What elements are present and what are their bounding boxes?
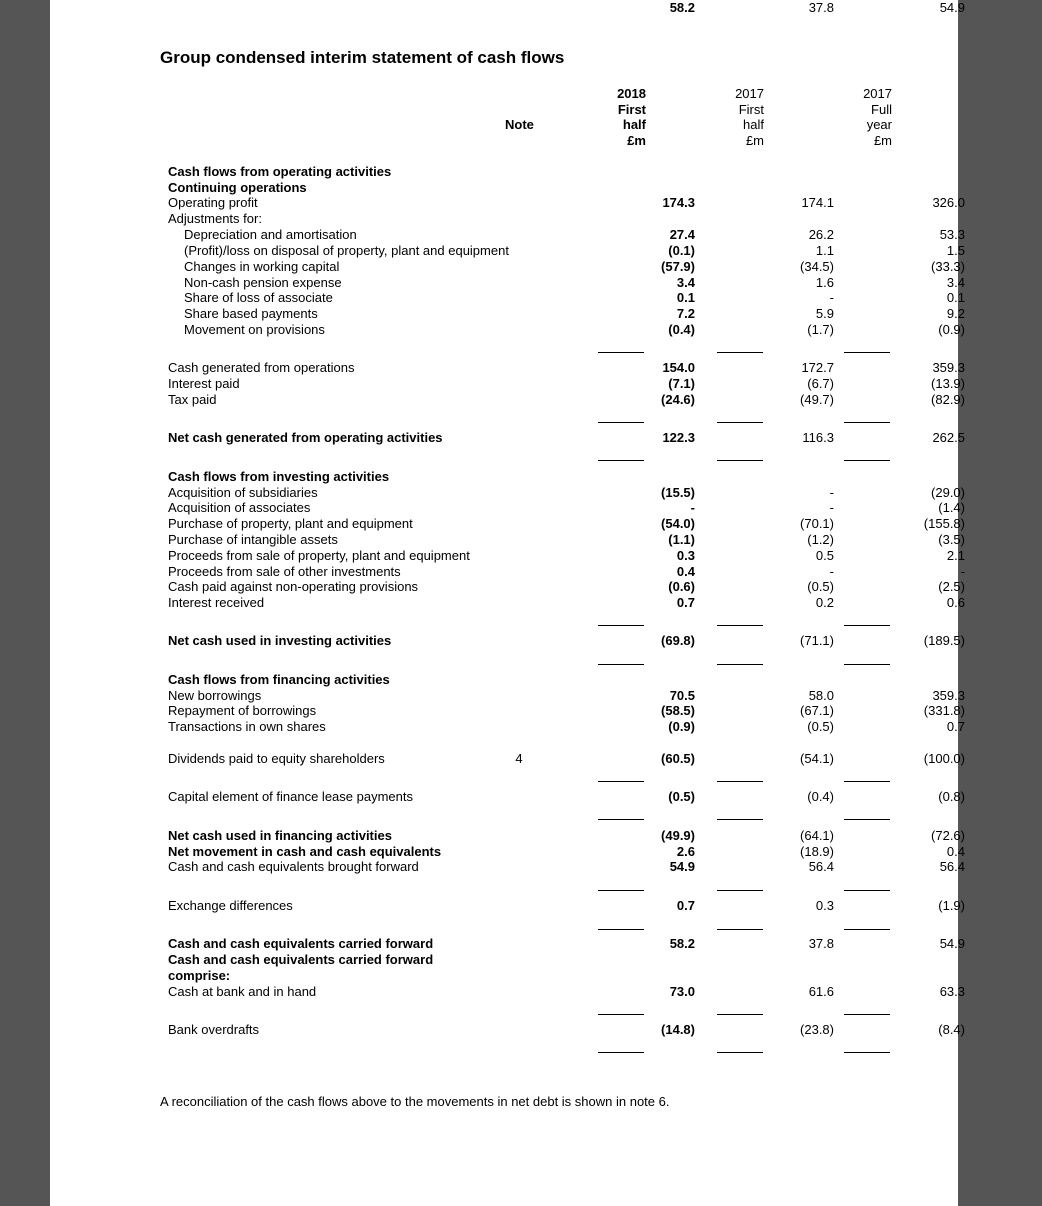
value-2017-first-half: 26.2 bbox=[808, 227, 834, 242]
value-2017-full-year: (72.6) bbox=[931, 828, 965, 843]
value-2017-full-year: (331.8) bbox=[923, 703, 965, 718]
row-label: Net cash used in financing activities bbox=[168, 828, 392, 843]
value-2017-full-year: 359.3 bbox=[932, 688, 965, 703]
subtotal-rule bbox=[598, 352, 644, 353]
value-2018-first-half: - bbox=[690, 500, 695, 515]
value-2017-first-half: 0.5 bbox=[815, 548, 834, 563]
value-2018-first-half: 0.7 bbox=[676, 595, 695, 610]
row-label: Proceeds from sale of property, plant and equipment bbox=[168, 548, 470, 563]
value-2018-first-half: (60.5) bbox=[661, 751, 695, 766]
value-2017-full-year: 56.4 bbox=[939, 859, 965, 874]
value-2017-first-half: 58.0 bbox=[808, 688, 834, 703]
row-label: Acquisition of subsidiaries bbox=[168, 485, 318, 500]
value-2018-first-half: (24.6) bbox=[661, 392, 695, 407]
header-line: £m bbox=[745, 132, 764, 148]
value-2017-full-year: (1.9) bbox=[938, 898, 965, 913]
value-2017-first-half: 61.6 bbox=[808, 984, 834, 999]
value-2018-first-half: (58.5) bbox=[661, 703, 695, 718]
value-2017-full-year: (13.9) bbox=[931, 376, 965, 391]
value-2018-first-half: 7.2 bbox=[676, 306, 695, 321]
value-2018-first-half: 58.2 bbox=[669, 0, 695, 15]
row-label: Share of loss of associate bbox=[184, 290, 333, 305]
subtotal-rule bbox=[717, 422, 763, 423]
value-2017-first-half: 174.1 bbox=[801, 195, 834, 210]
value-2017-full-year: 0.7 bbox=[946, 719, 965, 734]
value-2017-full-year: 54.9 bbox=[939, 0, 965, 15]
value-2018-first-half: 0.3 bbox=[676, 548, 695, 563]
row-label: Cash and cash equivalents carried forward bbox=[168, 952, 434, 967]
header-line: half bbox=[743, 117, 764, 132]
value-2018-first-half: 73.0 bbox=[669, 984, 695, 999]
row-label: Cash at bank and in hand bbox=[168, 984, 317, 999]
value-2017-full-year: (189.5) bbox=[923, 633, 965, 648]
page-title: Group condensed interim statement of cash flows bbox=[160, 48, 565, 67]
row-label: Net cash used in investing activities bbox=[168, 633, 392, 648]
value-2018-first-half: 154.0 bbox=[662, 360, 695, 375]
subtotal-rule bbox=[844, 929, 890, 930]
row-label: Changes in working capital bbox=[184, 259, 340, 274]
value-2017-first-half: (6.7) bbox=[807, 376, 834, 391]
row-label: Tax paid bbox=[168, 392, 217, 407]
value-2017-full-year: 262.5 bbox=[932, 430, 965, 445]
subtotal-rule bbox=[598, 819, 644, 820]
value-2017-first-half: 1.1 bbox=[815, 243, 834, 258]
value-2017-first-half: 56.4 bbox=[808, 859, 834, 874]
value-2017-first-half: - bbox=[829, 500, 834, 515]
value-2017-full-year: (1.4) bbox=[938, 500, 965, 515]
value-2017-first-half: (67.1) bbox=[800, 703, 834, 718]
subtotal-rule bbox=[598, 1052, 644, 1053]
value-2017-full-year: 9.2 bbox=[946, 306, 965, 321]
value-2018-first-half: (0.6) bbox=[668, 579, 695, 594]
value-2017-full-year: (100.0) bbox=[923, 751, 965, 766]
row-label: Interest received bbox=[168, 595, 265, 610]
column-header-2017-full-year bbox=[832, 86, 892, 148]
value-2017-full-year: (0.8) bbox=[938, 789, 965, 804]
subtotal-rule bbox=[598, 1014, 644, 1015]
subtotal-rule bbox=[717, 664, 763, 665]
value-2017-full-year: 0.6 bbox=[946, 595, 965, 610]
value-2017-full-year: 63.3 bbox=[939, 984, 965, 999]
value-2017-first-half: (71.1) bbox=[800, 633, 834, 648]
value-2017-full-year: 3.4 bbox=[946, 275, 965, 290]
value-2017-first-half: (64.1) bbox=[800, 828, 834, 843]
value-2017-first-half: (23.8) bbox=[800, 1022, 834, 1037]
value-2017-first-half: (54.1) bbox=[800, 751, 834, 766]
value-2017-first-half: (1.2) bbox=[807, 532, 834, 547]
subtotal-rule bbox=[717, 460, 763, 461]
subtotal-rule bbox=[598, 929, 644, 930]
value-2017-full-year: 54.9 bbox=[939, 936, 965, 951]
value-2017-full-year: 0.4 bbox=[946, 844, 965, 859]
subtotal-rule bbox=[717, 352, 763, 353]
row-label: Cash and cash equivalents carried forward bbox=[168, 936, 434, 951]
row-label: Purchase of intangible assets bbox=[168, 532, 338, 547]
value-2018-first-half: (49.9) bbox=[661, 828, 695, 843]
value-2018-first-half: (57.9) bbox=[661, 259, 695, 274]
value-2018-first-half: (0.4) bbox=[668, 322, 695, 337]
value-2017-first-half: 172.7 bbox=[801, 360, 834, 375]
row-label: Interest paid bbox=[168, 376, 240, 391]
subtotal-rule bbox=[717, 781, 763, 782]
value-2017-first-half: 5.9 bbox=[815, 306, 834, 321]
value-2017-first-half: (0.4) bbox=[807, 789, 834, 804]
subtotal-rule bbox=[717, 1052, 763, 1053]
row-label: Non-cash pension expense bbox=[184, 275, 342, 290]
header-line: 2018 bbox=[617, 86, 646, 101]
value-2018-first-half: 27.4 bbox=[669, 227, 695, 242]
value-2017-first-half: (0.5) bbox=[807, 579, 834, 594]
value-2017-first-half: (18.9) bbox=[800, 844, 834, 859]
row-label: Movement on provisions bbox=[184, 322, 325, 337]
row-label: Dividends paid to equity shareholders bbox=[168, 751, 385, 766]
value-2018-first-half: 0.7 bbox=[676, 898, 695, 913]
row-label: Capital element of finance lease payments bbox=[168, 789, 413, 804]
value-2017-full-year: 1.5 bbox=[946, 243, 965, 258]
row-label: Share based payments bbox=[184, 306, 318, 321]
subtotal-rule bbox=[717, 929, 763, 930]
subtotal-rule bbox=[598, 890, 644, 891]
subtotal-rule bbox=[717, 890, 763, 891]
column-header-note: Note bbox=[505, 117, 534, 132]
row-label: Purchase of property, plant and equipment bbox=[168, 516, 413, 531]
header-line: year bbox=[866, 117, 892, 132]
value-2018-first-half: 174.3 bbox=[662, 195, 695, 210]
value-2018-first-half: (54.0) bbox=[661, 516, 695, 531]
header-line: First bbox=[738, 101, 764, 117]
value-2017-full-year: 359.3 bbox=[932, 360, 965, 375]
value-2017-first-half: (1.7) bbox=[807, 322, 834, 337]
value-2017-first-half: 0.3 bbox=[815, 898, 834, 913]
value-2018-first-half: 2.6 bbox=[676, 844, 695, 859]
value-2017-full-year: - bbox=[960, 564, 965, 579]
value-2018-first-half: 70.5 bbox=[669, 688, 695, 703]
row-label: Cash flows from investing activities bbox=[168, 469, 390, 484]
header-line: Full bbox=[871, 101, 892, 117]
row-label: Cash flows from financing activities bbox=[168, 672, 390, 687]
subtotal-rule bbox=[844, 1014, 890, 1015]
value-2017-full-year: (29.0) bbox=[931, 485, 965, 500]
value-2018-first-half: 0.4 bbox=[676, 564, 695, 579]
row-label: Transactions in own shares bbox=[168, 719, 326, 734]
document-page bbox=[50, 0, 965, 1206]
value-2017-first-half: 0.2 bbox=[815, 595, 834, 610]
value-2018-first-half: (0.1) bbox=[668, 243, 695, 258]
value-2017-first-half: (0.5) bbox=[807, 719, 834, 734]
value-2018-first-half: 54.9 bbox=[669, 859, 695, 874]
row-label: Cash generated from operations bbox=[168, 360, 355, 375]
value-2017-first-half: 37.8 bbox=[808, 936, 834, 951]
subtotal-rule bbox=[844, 781, 890, 782]
value-2017-full-year: 2.1 bbox=[946, 548, 965, 563]
column-header-2017-first-half bbox=[704, 86, 764, 148]
column-header-2018-first-half bbox=[586, 86, 646, 148]
row-label: comprise: bbox=[168, 968, 231, 983]
value-2018-first-half: 58.2 bbox=[669, 936, 695, 951]
row-label: Bank overdrafts bbox=[168, 1022, 260, 1037]
subtotal-rule bbox=[598, 460, 644, 461]
value-2017-full-year: 326.0 bbox=[932, 195, 965, 210]
value-2018-first-half: (14.8) bbox=[661, 1022, 695, 1037]
row-label: Proceeds from sale of other investments bbox=[168, 564, 401, 579]
footnote: A reconciliation of the cash flows above to the movements in net debt is shown in note 6. bbox=[160, 1094, 670, 1109]
value-2017-first-half: - bbox=[829, 485, 834, 500]
subtotal-rule bbox=[844, 352, 890, 353]
subtotal-rule bbox=[844, 819, 890, 820]
header-line: First bbox=[617, 101, 646, 117]
value-2017-first-half: (49.7) bbox=[800, 392, 834, 407]
value-2017-first-half: - bbox=[829, 564, 834, 579]
subtotal-rule bbox=[598, 664, 644, 665]
value-2017-full-year: (2.5) bbox=[938, 579, 965, 594]
header-line: 2017 bbox=[735, 86, 764, 101]
row-label: Adjustments for: bbox=[168, 211, 262, 226]
subtotal-rule bbox=[844, 664, 890, 665]
value-2017-first-half: 116.3 bbox=[802, 430, 834, 445]
subtotal-rule bbox=[844, 625, 890, 626]
value-2018-first-half: (0.9) bbox=[668, 719, 695, 734]
row-label: Net cash generated from operating activities bbox=[168, 430, 443, 445]
subtotal-rule bbox=[598, 422, 644, 423]
value-2017-full-year: (8.4) bbox=[938, 1022, 965, 1037]
value-2017-full-year: (155.8) bbox=[923, 516, 965, 531]
row-label: Depreciation and amortisation bbox=[184, 227, 357, 242]
subtotal-rule bbox=[717, 819, 763, 820]
subtotal-rule bbox=[844, 422, 890, 423]
subtotal-rule bbox=[598, 781, 644, 782]
value-2018-first-half: 0.1 bbox=[676, 290, 695, 305]
header-line: 2017 bbox=[863, 86, 892, 101]
row-label: Repayment of borrowings bbox=[168, 703, 317, 718]
subtotal-rule bbox=[598, 625, 644, 626]
value-2018-first-half: 122.3 bbox=[662, 430, 695, 445]
value-2017-first-half: (70.1) bbox=[800, 516, 834, 531]
row-label: Net movement in cash and cash equivalents bbox=[168, 844, 442, 859]
row-label: Cash paid against non-operating provisions bbox=[168, 579, 419, 594]
value-2018-first-half: (0.5) bbox=[668, 789, 695, 804]
row-label: Operating profit bbox=[168, 195, 258, 210]
value-2017-full-year: 53.3 bbox=[939, 227, 965, 242]
subtotal-rule bbox=[844, 890, 890, 891]
value-2017-first-half: (34.5) bbox=[800, 259, 834, 274]
row-label: Acquisition of associates bbox=[168, 500, 311, 515]
subtotal-rule bbox=[717, 1014, 763, 1015]
value-2018-first-half: (7.1) bbox=[668, 376, 695, 391]
value-2018-first-half: (1.1) bbox=[668, 532, 695, 547]
row-label: Continuing operations bbox=[168, 180, 307, 195]
value-2018-first-half: (15.5) bbox=[661, 485, 695, 500]
value-2017-full-year: (33.3) bbox=[931, 259, 965, 274]
value-2018-first-half: (69.8) bbox=[661, 633, 695, 648]
row-label: Exchange differences bbox=[168, 898, 293, 913]
subtotal-rule bbox=[844, 460, 890, 461]
subtotal-rule bbox=[844, 1052, 890, 1053]
header-line: half bbox=[622, 117, 646, 132]
row-label: New borrowings bbox=[168, 688, 262, 703]
row-label: (Profit)/loss on disposal of property, plant and equipment bbox=[184, 243, 509, 258]
value-2017-first-half: 1.6 bbox=[815, 275, 834, 290]
row-note: 4 bbox=[515, 751, 523, 766]
subtotal-rule bbox=[717, 625, 763, 626]
value-2017-first-half: 37.8 bbox=[808, 0, 834, 15]
header-line: £m bbox=[873, 132, 892, 148]
value-2018-first-half: 3.4 bbox=[676, 275, 695, 290]
value-2017-full-year: (0.9) bbox=[938, 322, 965, 337]
row-label: Cash and cash equivalents brought forward bbox=[168, 859, 419, 874]
row-label: Cash flows from operating activities bbox=[168, 164, 392, 179]
value-2017-first-half: - bbox=[829, 290, 834, 305]
value-2017-full-year: (3.5) bbox=[938, 532, 965, 547]
header-line: £m bbox=[627, 132, 646, 148]
value-2017-full-year: 0.1 bbox=[946, 290, 965, 305]
value-2017-full-year: (82.9) bbox=[931, 392, 965, 407]
